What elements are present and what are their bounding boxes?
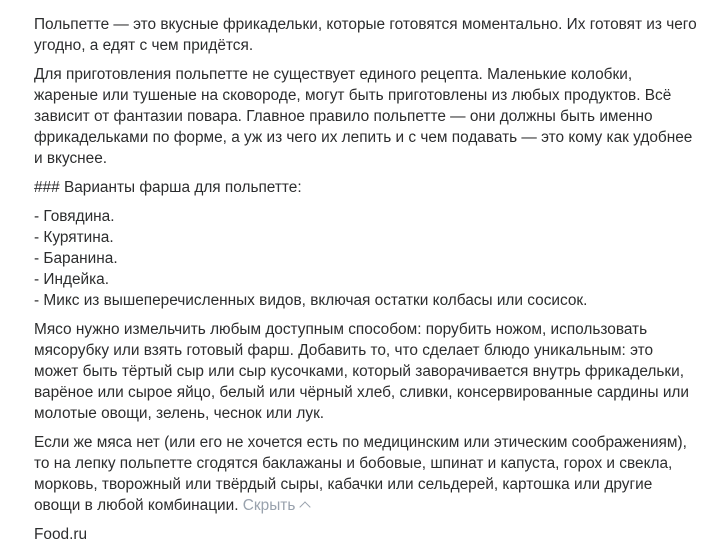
list-item-turkey: - Индейка. (34, 271, 110, 288)
paragraph-intro: Польпетте — это вкусные фрикадельки, которые готовятся моментально. Их готовят из чего угодно, а едят с чем придётся. (34, 16, 697, 54)
paragraph-recipe: Для приготовления польпетте не существует единого рецепта. Маленькие колобки, жареные или тушеные на сковороде, могут быть приготовлены из любых продуктов. Всё зависит от фантазии повара. Главное правило польпетте — они должны быть именно фрикадельками по форме, а уж из чего их лепить и с чем подавать — это кому как удобнее и вкуснее. (34, 66, 693, 167)
hide-text-button[interactable] (243, 497, 310, 514)
paragraph-meat: Мясо нужно измельчить любым доступным способом: порубить ножом, использовать мясорубку или взять готовый фарш. Добавить то, что сделает блюдо уникальным: это может быть тёртый сыр или сыр кусочками, который заворачивается внутрь фрикадельки, варёное или сырое яйцо, белый или чёрный хлеб, сливки, консервированные сардины или молотые овощи, зелень, чеснок или лук. (34, 321, 689, 422)
source-label: Food.ru (34, 526, 88, 543)
paragraph-no-meat-text: Если же мяса нет (или его не хочется есть по медицинским или этическим соображениям), то на лепку польпетте сгодятся баклажаны и бобовые, шпинат и капуста, горох и свекла, морковь, творожный или твёрдый сыры, кабачки или сельдерей, картошка или другие овощи в любой комбинации. (34, 434, 687, 514)
list-item-lamb: - Баранина. (34, 250, 118, 267)
chevron-up-icon (300, 501, 311, 512)
hide-text-label: Скрыть (242, 497, 296, 514)
paragraph-heading-variants: ### Варианты фарша для польпетте: (34, 179, 302, 196)
list-item-beef: - Говядина. (34, 208, 115, 225)
paragraph-no-meat (34, 432, 700, 516)
list-item-mix: - Микс из вышеперечисленных видов, включая остатки колбасы или сосисок. (34, 292, 588, 309)
list-item-chicken: - Курятина. (34, 229, 114, 246)
